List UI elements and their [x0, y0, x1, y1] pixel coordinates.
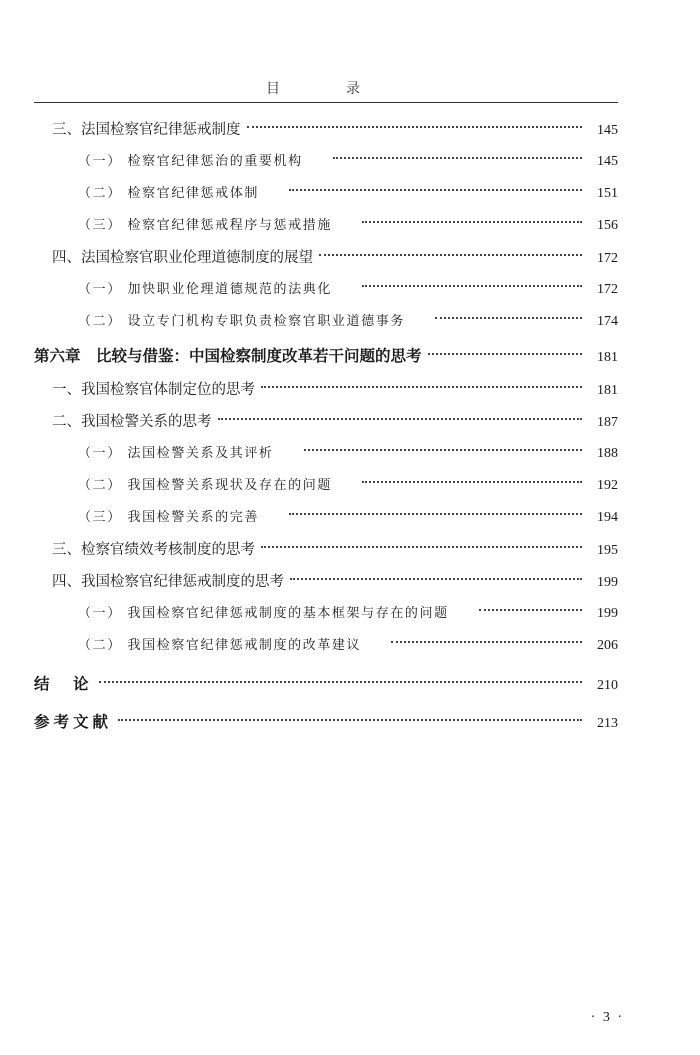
toc-entry-label: 四、我国检察官纪律惩戒制度的思考: [52, 574, 284, 590]
toc-entry[interactable]: [0, 598, 700, 630]
dot-leader: [362, 285, 582, 287]
toc-entry[interactable]: [0, 146, 700, 178]
toc-entry-page: 192: [597, 478, 618, 493]
toc-entry-page: 199: [597, 606, 618, 621]
toc-entry-page: 195: [597, 543, 618, 558]
toc-references-heading[interactable]: [0, 706, 700, 738]
toc-entry-label: （一） 我国检察官纪律惩戒制度的基本框架与存在的问题: [78, 606, 449, 621]
toc-entry-label: （二） 设立专门机构专职负责检察官职业道德事务: [78, 314, 405, 329]
toc-entry[interactable]: [0, 374, 700, 406]
toc-entry-page: 151: [597, 186, 618, 201]
dot-leader: [289, 189, 582, 191]
dot-leader: [391, 641, 582, 643]
toc-entry-page: 172: [597, 251, 618, 266]
dot-leader: [319, 254, 582, 256]
toc-entry-page: 187: [597, 415, 618, 430]
toc-entry-label: 参考文献: [34, 712, 113, 731]
toc-entry-label: 结 论: [34, 674, 93, 693]
dot-leader: [261, 386, 582, 388]
toc-entry-label: （三） 我国检警关系的完善: [78, 510, 259, 525]
toc-entry[interactable]: [0, 242, 700, 274]
toc-entry-page: 206: [597, 638, 618, 653]
toc-entry-label: （一） 加快职业伦理道德规范的法典化: [78, 282, 332, 297]
toc-entry-label: （三） 检察官纪律惩戒程序与惩戒措施: [78, 218, 332, 233]
toc-entry-page: 181: [597, 383, 618, 398]
toc-entry[interactable]: [0, 114, 700, 146]
dot-leader: [261, 546, 582, 548]
dot-leader: [304, 449, 582, 451]
toc-entry-label: （二） 我国检察官纪律惩戒制度的改革建议: [78, 638, 362, 653]
toc-entry-page: 194: [597, 510, 618, 525]
toc-entry-page: 145: [597, 154, 618, 169]
toc-chapter-heading[interactable]: [0, 340, 700, 372]
toc-entry-label: （一） 检察官纪律惩治的重要机构: [78, 154, 303, 169]
dot-leader: [290, 578, 582, 580]
toc-entry[interactable]: [0, 566, 700, 598]
toc-entry-page: 145: [597, 123, 618, 138]
toc-entry[interactable]: [0, 502, 700, 534]
dot-leader: [428, 353, 582, 355]
dot-leader: [289, 513, 582, 515]
toc-entry-page: 172: [597, 282, 618, 297]
header-title: 目 录: [266, 81, 386, 97]
dot-leader: [247, 126, 583, 128]
running-header: [34, 68, 618, 103]
toc-entry-label: 三、法国检察官纪律惩戒制度: [52, 122, 241, 138]
table-of-contents: [0, 114, 700, 744]
toc-entry-label: （一） 法国检警关系及其评析: [78, 446, 274, 461]
toc-entry-label: （二） 检察官纪律惩戒体制: [78, 186, 259, 201]
toc-entry[interactable]: [0, 178, 700, 210]
toc-entry-page: 181: [597, 350, 618, 365]
toc-entry-page: 156: [597, 218, 618, 233]
toc-entry-page: 199: [597, 575, 618, 590]
dot-leader: [362, 481, 582, 483]
toc-entry-page: 210: [597, 678, 618, 693]
toc-entry-label: 一、我国检察官体制定位的思考: [52, 382, 255, 398]
dot-leader: [218, 418, 583, 420]
toc-entry-page: 174: [597, 314, 618, 329]
toc-entry-page: 213: [597, 716, 618, 731]
toc-entry[interactable]: [0, 406, 700, 438]
dot-leader: [333, 157, 582, 159]
toc-entry-label: 三、检察官绩效考核制度的思考: [52, 542, 255, 558]
toc-entry-label: 二、我国检警关系的思考: [52, 414, 212, 430]
page-number: · 3 ·: [590, 1010, 624, 1025]
toc-entry[interactable]: [0, 438, 700, 470]
toc-entry[interactable]: [0, 470, 700, 502]
dot-leader: [479, 609, 582, 611]
dot-leader: [118, 719, 582, 721]
toc-entry-label: 第六章 比较与借鉴：中国检察制度改革若干问题的思考: [34, 346, 422, 365]
toc-entry-page: 188: [597, 446, 618, 461]
toc-entry[interactable]: [0, 306, 700, 338]
toc-entry[interactable]: [0, 210, 700, 242]
toc-entry-label: （二） 我国检警关系现状及存在的问题: [78, 478, 332, 493]
toc-entry[interactable]: [0, 630, 700, 662]
toc-entry[interactable]: [0, 274, 700, 306]
toc-entry-label: 四、法国检察官职业伦理道德制度的展望: [52, 250, 313, 266]
dot-leader: [99, 681, 582, 683]
toc-conclusion-heading[interactable]: [0, 668, 700, 700]
dot-leader: [435, 317, 582, 319]
dot-leader: [362, 221, 582, 223]
toc-entry[interactable]: [0, 534, 700, 566]
